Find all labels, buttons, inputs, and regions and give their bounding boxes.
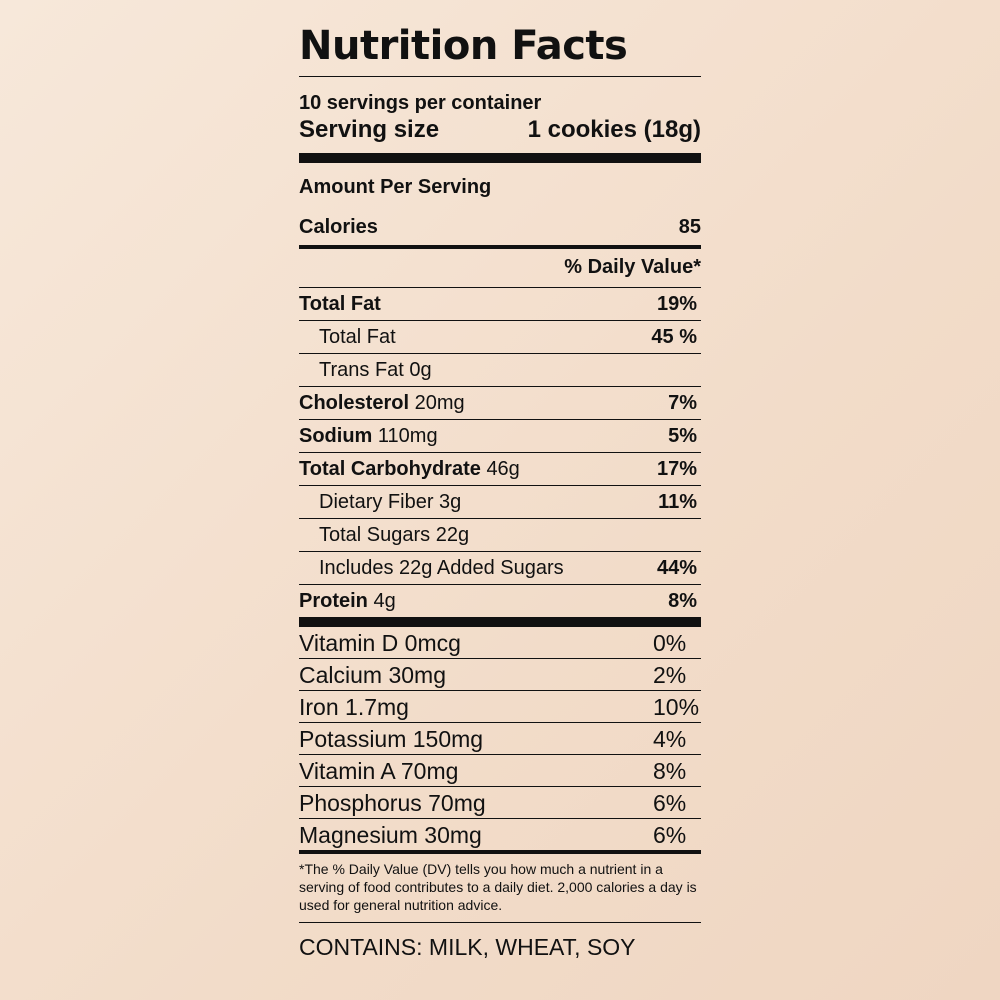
vitamin-name: Vitamin A 70mg — [299, 757, 459, 784]
nutrient-row-added-sugars — [299, 551, 701, 584]
vitamin-row — [299, 690, 701, 722]
vitamin-name: Phosphorus 70mg — [299, 789, 486, 816]
nutrient-name: Includes 22g Added Sugars — [319, 557, 564, 579]
nutrient-row-total-fat-sub — [299, 320, 701, 353]
vitamin-row — [299, 786, 701, 818]
divider-thick — [299, 617, 701, 627]
vitamin-name: Potassium 150mg — [299, 725, 484, 752]
vitamin-row — [299, 818, 701, 850]
nutrient-dv: 7% — [668, 392, 697, 414]
nutrient-name: Cholesterol — [299, 392, 410, 414]
vitamin-name: Magnesium 30mg — [299, 821, 482, 848]
vitamin-row — [299, 722, 701, 754]
calories-label: Calories — [299, 216, 378, 238]
allergen-statement: CONTAINS: MILK, WHEAT, SOY — [299, 934, 636, 960]
nutrient-amount: 4g — [373, 590, 396, 612]
divider — [299, 76, 701, 77]
vitamin-dv: 4% — [653, 725, 687, 752]
nutrient-row-dietary-fiber — [299, 485, 701, 518]
nutrient-row-sodium — [299, 419, 701, 452]
nutrient-name: Sodium — [299, 425, 373, 447]
nutrient-name: Total Fat — [319, 326, 396, 348]
vitamin-row — [299, 754, 701, 786]
nutrient-dv: 19% — [656, 293, 697, 315]
nutrient-name: Total Sugars 22g — [319, 524, 470, 546]
vitamin-dv: 10% — [653, 693, 700, 720]
nutrient-dv: 8% — [668, 590, 697, 612]
serving-size-value: 1 cookies (18g) — [527, 116, 701, 143]
amount-per-serving: Amount Per Serving — [299, 176, 492, 198]
nutrient-dv: 45 % — [651, 326, 697, 348]
vitamin-dv: 8% — [653, 757, 687, 784]
daily-value-footnote: *The % Daily Value (DV) tells you how much a nutrient in a serving of food contributes to a daily diet. 2,000 calories a day is used for general nutrition advice. — [299, 861, 697, 913]
nutrient-dv: 11% — [658, 491, 697, 513]
vitamin-name: Calcium 30mg — [299, 661, 446, 688]
nutrient-dv: 44% — [656, 557, 697, 579]
label-title: Nutrition Facts — [299, 23, 628, 69]
nutrition-label — [299, 20, 701, 961]
nutrient-name: Dietary Fiber 3g — [319, 491, 462, 513]
nutrient-dv: 17% — [656, 458, 697, 480]
nutrient-row-protein — [299, 584, 701, 617]
nutrient-amount: 110mg — [377, 425, 438, 447]
nutrient-row-trans-fat — [299, 353, 701, 386]
nutrient-name: Total Carbohydrate — [299, 458, 481, 480]
divider-thick — [299, 153, 701, 163]
nutrient-row-cholesterol — [299, 386, 701, 419]
nutrient-name: Total Fat — [299, 293, 381, 315]
serving-size-row — [299, 115, 701, 145]
nutrient-amount: 46g — [486, 458, 520, 480]
nutrient-row-total-fat — [299, 287, 701, 320]
vitamin-name: Vitamin D 0mcg — [299, 629, 461, 656]
vitamin-name: Iron 1.7mg — [299, 693, 409, 720]
vitamin-dv: 6% — [653, 821, 687, 848]
vitamin-row — [299, 658, 701, 690]
vitamin-dv: 6% — [653, 789, 687, 816]
vitamin-dv: 2% — [653, 661, 687, 688]
nutrient-amount: 20mg — [414, 392, 465, 414]
nutrient-row-total-carbohydrate — [299, 452, 701, 485]
daily-value-header: % Daily Value* — [564, 256, 701, 278]
vitamin-row — [299, 627, 701, 658]
vitamin-dv: 0% — [653, 629, 687, 656]
serving-size-label: Serving size — [299, 116, 440, 143]
nutrient-dv: 5% — [668, 425, 697, 447]
servings-per-container: 10 servings per container — [299, 92, 542, 114]
calories-row — [299, 215, 701, 245]
nutrient-row-total-sugars — [299, 518, 701, 551]
nutrient-name: Trans Fat 0g — [319, 359, 432, 381]
calories-value: 85 — [678, 216, 701, 238]
nutrient-name: Protein — [299, 590, 368, 612]
